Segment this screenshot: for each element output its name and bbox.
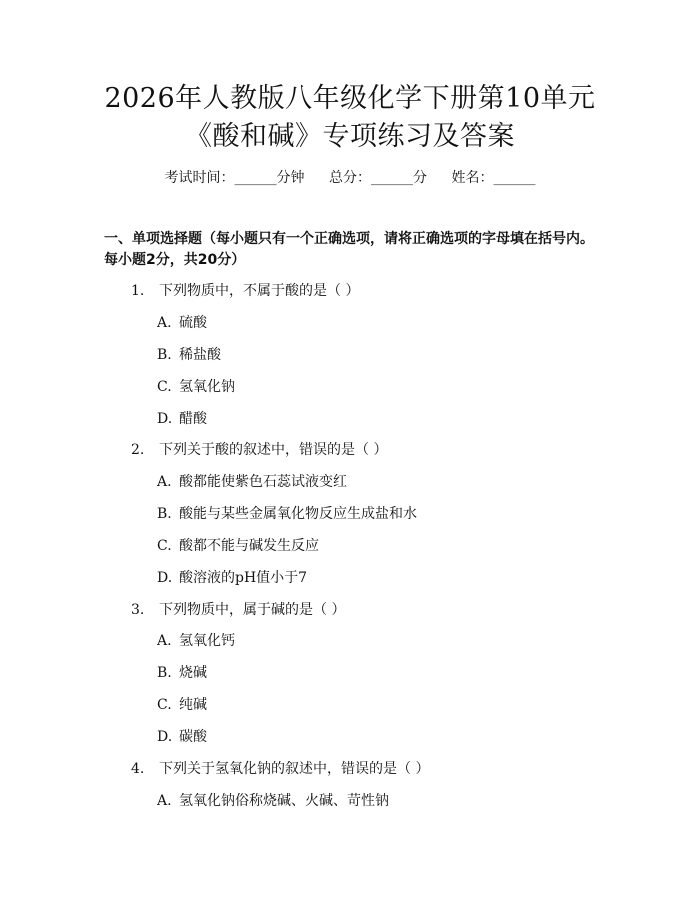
question-4-option-a: [157, 792, 389, 810]
option-text: 醋酸: [179, 411, 207, 427]
option-text: 稀盐酸: [179, 347, 221, 363]
question-4: [131, 760, 429, 778]
question-number: 1.: [131, 283, 145, 299]
option-text: 氢氧化钙: [179, 633, 235, 649]
option-letter: B.: [157, 506, 172, 522]
question-1-option-a: [157, 314, 207, 332]
option-text: 烧碱: [179, 665, 207, 681]
question-1-option-b: [157, 346, 221, 364]
question-number: 3.: [131, 602, 145, 618]
document-title-line1: 2026年人教版八年级化学下册第10单元: [104, 83, 596, 114]
question-text: 下列关于酸的叙述中，错误的是（ ）: [159, 442, 388, 458]
option-text: 纯碱: [179, 697, 207, 713]
option-text: 酸能与某些金属氧化物反应生成盐和水: [179, 506, 417, 522]
option-text: 硫酸: [179, 315, 207, 331]
exam-name: 姓名：______: [451, 170, 536, 186]
question-1-option-d: [157, 410, 207, 428]
question-3-option-c: [157, 696, 207, 714]
exam-info: [0, 169, 700, 187]
option-text: 氢氧化钠俗称烧碱、火碱、苛性钠: [179, 793, 389, 809]
question-3-option-b: [157, 664, 207, 682]
question-text: 下列物质中，不属于酸的是（ ）: [159, 283, 360, 299]
question-number: 2.: [131, 442, 145, 458]
option-letter: C.: [157, 538, 172, 554]
option-letter: A.: [157, 474, 172, 490]
option-letter: D.: [157, 411, 173, 427]
option-text: 氢氧化钠: [179, 379, 235, 395]
question-text: 下列关于氢氧化钠的叙述中，错误的是（ ）: [159, 761, 430, 777]
option-letter: C.: [157, 379, 172, 395]
question-1-option-c: [157, 378, 235, 396]
option-letter: D.: [157, 570, 173, 586]
option-letter: A.: [157, 793, 172, 809]
question-2: [131, 441, 387, 459]
question-text: 下列物质中，属于碱的是（ ）: [159, 602, 346, 618]
option-letter: B.: [157, 347, 172, 363]
question-3-option-d: [157, 728, 207, 746]
question-2-option-a: [157, 473, 347, 491]
option-letter: B.: [157, 665, 172, 681]
option-letter: A.: [157, 633, 172, 649]
option-text: 酸溶液的pH值小于7: [179, 570, 308, 586]
question-3: [131, 601, 345, 619]
question-2-option-b: [157, 505, 417, 523]
option-letter: A.: [157, 315, 172, 331]
question-1: [131, 282, 359, 300]
option-letter: C.: [157, 697, 172, 713]
exam-score: 总分：______分: [329, 170, 427, 186]
option-letter: D.: [157, 729, 173, 745]
question-3-option-a: [157, 632, 235, 650]
document-title-line2: 《酸和碱》专项练习及答案: [185, 121, 515, 152]
question-number: 4.: [131, 761, 145, 777]
option-text: 碳酸: [179, 729, 207, 745]
option-text: 酸都不能与碱发生反应: [179, 538, 319, 554]
section-heading: 一、单项选择题（每小题只有一个正确选项，请将正确选项的字母填在括号内。每小题2分，共20分）: [104, 231, 594, 268]
option-text: 酸都能使紫色石蕊试液变红: [179, 474, 347, 490]
exam-time: 考试时间：______分钟: [164, 170, 305, 186]
question-2-option-d: [157, 569, 307, 587]
question-2-option-c: [157, 537, 319, 555]
